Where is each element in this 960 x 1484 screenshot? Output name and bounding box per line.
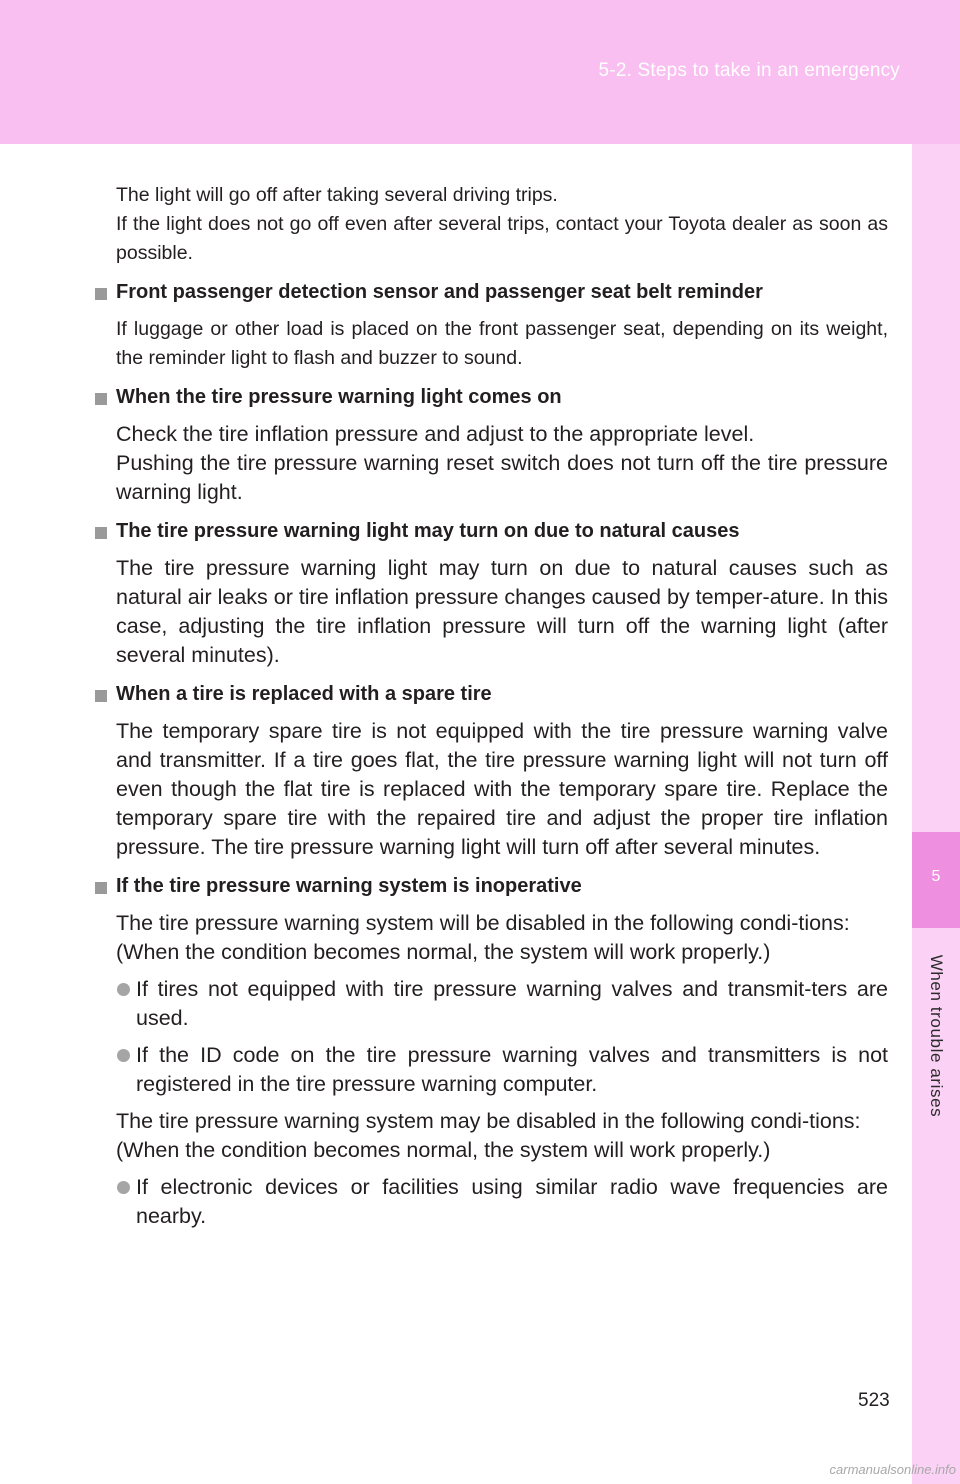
section-heading-system-inoperative [116, 872, 896, 901]
heading-text: The tire pressure warning light may turn on due to natural causes [116, 520, 740, 542]
heading-text: If the tire pressure warning system is inoperative [116, 875, 582, 897]
section-note: (When the condition becomes normal, the system will work properly.) [116, 940, 771, 964]
intro-paragraph-1: The light will go off after taking several driving trips. [116, 184, 558, 206]
section-body: Check the tire inflation pressure and adjust to the appropriate level. [116, 422, 755, 446]
square-bullet-icon [95, 393, 107, 405]
section-heading-warning-light-on [116, 383, 896, 412]
section-heading-natural-causes [116, 517, 896, 546]
watermark: carmanualsonline.info [829, 1462, 956, 1477]
heading-text: Front passenger detection sensor and passenger seat belt reminder [116, 281, 763, 303]
section-heading-passenger-sensor [116, 278, 896, 307]
page-number: 523 [858, 1390, 890, 1411]
circle-bullet-icon [117, 1181, 130, 1194]
list-item [136, 975, 888, 1033]
section-body: If luggage or other load is placed on the front passenger seat, depending on its weight, the reminder light to flash and buzzer to sound. [116, 318, 888, 369]
list-item-text: If electronic devices or facilities using similar radio wave frequencies are nearby. [136, 1175, 888, 1228]
circle-bullet-icon [117, 1049, 130, 1062]
page-header [0, 0, 960, 144]
chapter-title: When trouble arises [927, 954, 946, 1118]
chapter-side-tab [912, 144, 960, 1484]
chapter-number-box [912, 832, 960, 928]
section-title: 5-2. Steps to take in an emergency [598, 60, 900, 81]
list-item-text: If tires not equipped with tire pressure warning valves and transmit-ters are used. [136, 977, 888, 1030]
square-bullet-icon [95, 288, 107, 300]
section-body: Pushing the tire pressure warning reset switch does not turn off the tire pressure warning light. [116, 451, 888, 504]
list-item [136, 1173, 888, 1231]
circle-bullet-icon [117, 983, 130, 996]
intro-paragraph-2: If the light does not go off even after several trips, contact your Toyota dealer as soon as possible. [116, 213, 888, 264]
square-bullet-icon [95, 882, 107, 894]
section-note: (When the condition becomes normal, the system will work properly.) [116, 1138, 771, 1162]
section-heading-spare-tire [116, 680, 896, 709]
section-body: The tire pressure warning light may turn on due to natural causes such as natural air leaks or tire inflation pressure changes caused by temper-ature. In this case, adjusting the tire inflation pressure will turn off the warning light (after several minutes). [116, 556, 889, 667]
section-body: The tire pressure warning system may be disabled in the following condi-tions: [116, 1109, 861, 1133]
list-item-text: If the ID code on the tire pressure warning valves and transmitters is not registered in the tire pressure warning computer. [136, 1043, 888, 1096]
chapter-number: 5 [931, 868, 941, 885]
heading-text: When the tire pressure warning light comes on [116, 386, 562, 408]
square-bullet-icon [95, 527, 107, 539]
square-bullet-icon [95, 690, 107, 702]
list-item [136, 1041, 888, 1099]
section-body: The tire pressure warning system will be disabled in the following condi-tions: [116, 911, 850, 935]
page-content [0, 181, 900, 1231]
heading-text: When a tire is replaced with a spare tire [116, 683, 492, 705]
section-body: The temporary spare tire is not equipped with the tire pressure warning valve and transmitter. If a tire goes flat, the tire pressure warning light will not turn off even though the flat tire is replaced with the temporary spare tire. Replace the temporary spare tire with the repaired tire and adjust the proper tire inflation pressure. The tire pressure warning light will turn off after several minutes. [116, 719, 888, 859]
